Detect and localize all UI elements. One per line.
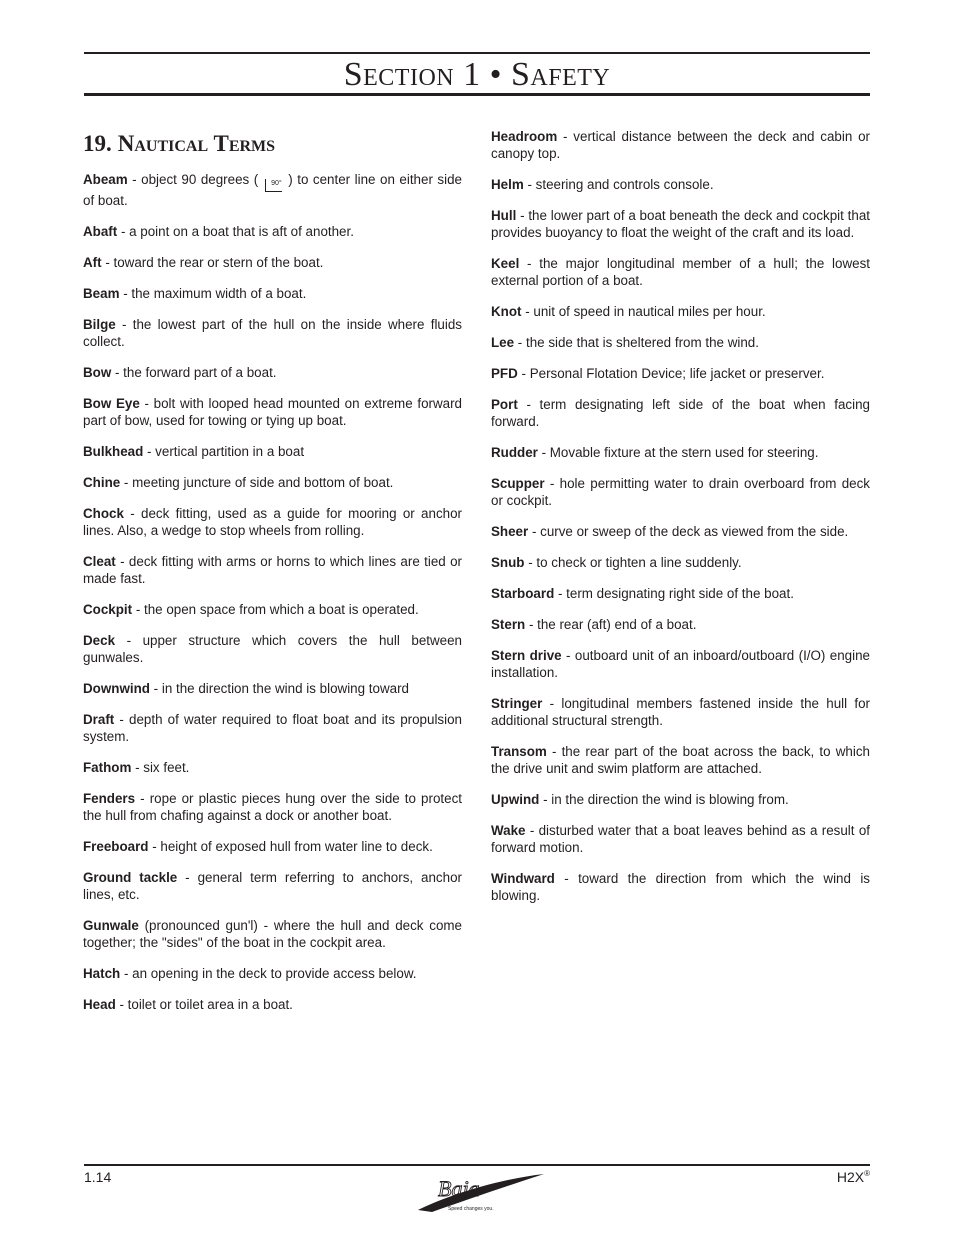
term-name: Fenders <box>83 791 136 806</box>
term-entry <box>83 505 462 539</box>
term-name: Abaft <box>83 224 118 239</box>
term-name: Starboard <box>491 586 555 601</box>
term-name: PFD <box>491 366 518 381</box>
term-entry <box>491 255 870 289</box>
term-name: Wake <box>491 823 526 838</box>
term-entry <box>491 128 870 162</box>
term-entry <box>83 601 462 618</box>
term-definition: - unit of speed in nautical miles per hour. <box>521 304 766 319</box>
term-definition: - Personal Flotation Device; life jacket or preserver. <box>517 366 825 381</box>
right-angle-icon: 90° <box>265 179 282 192</box>
term-name: Stern <box>491 617 526 632</box>
term-entry <box>491 523 870 540</box>
term-name: Upwind <box>491 792 540 807</box>
term-entry <box>83 759 462 776</box>
term-entry <box>83 790 462 824</box>
term-definition: - term designating right side of the boat. <box>554 586 794 601</box>
term-entry <box>491 396 870 430</box>
term-name: Stern drive <box>491 648 562 663</box>
term-entry <box>83 223 462 240</box>
term-definition: - vertical partition in a boat <box>143 444 305 459</box>
term-name: Rudder <box>491 445 538 460</box>
term-definition: - in the direction the wind is blowing toward <box>149 681 409 696</box>
term-entry <box>83 395 462 429</box>
term-name: Fathom <box>83 760 132 775</box>
baja-logo <box>412 1168 546 1214</box>
term-entry <box>83 474 462 491</box>
term-entry <box>491 870 870 904</box>
term-entry <box>491 585 870 602</box>
term-definition: - the rear part of the boat across the back, to which the drive unit and swim platform are attached. <box>491 744 870 776</box>
term-entry <box>491 616 870 633</box>
term-name: Headroom <box>491 129 558 144</box>
term-name: Stringer <box>491 696 543 711</box>
term-entry <box>83 711 462 745</box>
term-name: Hatch <box>83 966 121 981</box>
term-entry <box>83 996 462 1013</box>
term-name: Ground tackle <box>83 870 178 885</box>
logo-tagline: Speed changes you. <box>448 1206 494 1212</box>
term-name: Hull <box>491 208 517 223</box>
term-entry <box>83 965 462 982</box>
term-name: Aft <box>83 255 102 270</box>
term-definition: - height of exposed hull from water line to deck. <box>148 839 433 854</box>
term-name: Chine <box>83 475 121 490</box>
page-number: 1.14 <box>84 1169 112 1185</box>
term-definition: - meeting juncture of side and bottom of boat. <box>120 475 394 490</box>
term-name: Snub <box>491 555 525 570</box>
term-name: Freeboard <box>83 839 149 854</box>
term-definition: - to check or tighten a line suddenly. <box>524 555 742 570</box>
term-definition: - the lower part of a boat beneath the deck and cockpit that provides buoyancy to float the weight of the craft and its load. <box>491 208 870 240</box>
right-column <box>491 128 870 918</box>
footer-rule <box>84 1164 870 1166</box>
term-definition: - in the direction the wind is blowing from. <box>539 792 789 807</box>
term-definition: (pronounced gun'l) - where the hull and deck come together; the "sides" of the boat in the cockpit area. <box>83 918 462 950</box>
term-entry <box>83 285 462 302</box>
heading-number: 19. <box>83 131 112 156</box>
term-entry <box>491 334 870 351</box>
term-definition: - curve or sweep of the deck as viewed from the side. <box>528 524 849 539</box>
term-entry <box>491 822 870 856</box>
term-name: Helm <box>491 177 524 192</box>
term-definition: - deck fitting, used as a guide for mooring or anchor lines. Also, a wedge to stop wheels from rolling. <box>83 506 462 538</box>
term-definition: - the forward part of a boat. <box>111 365 277 380</box>
term-definition: - disturbed water that a boat leaves behind as a result of forward motion. <box>491 823 870 855</box>
term-name: Downwind <box>83 681 150 696</box>
term-definition: - toilet or toilet area in a boat. <box>115 997 293 1012</box>
registered-mark: ® <box>864 1169 870 1178</box>
term-definition: - steering and controls console. <box>523 177 714 192</box>
term-name: Keel <box>491 256 520 271</box>
right-term-list <box>491 128 870 904</box>
term-definition: - the open space from which a boat is operated. <box>132 602 419 617</box>
term-name: Chock <box>83 506 124 521</box>
term-definition: - vertical distance between the deck and cabin or canopy top. <box>491 129 870 161</box>
term-definition: - toward the rear or stern of the boat. <box>101 255 324 270</box>
term-entry <box>491 176 870 193</box>
term-name: Draft <box>83 712 115 727</box>
term-entry <box>491 303 870 320</box>
term-definition: - depth of water required to float boat and its propulsion system. <box>83 712 462 744</box>
term-name: Sheer <box>491 524 529 539</box>
term-definition: - general term referring to anchors, anchor lines, etc. <box>83 870 462 902</box>
term-entry <box>491 475 870 509</box>
term-name: Bilge <box>83 317 116 332</box>
term-name: Bulkhead <box>83 444 144 459</box>
term-definition: - longitudinal members fastened inside the hull for additional structural strength. <box>491 696 870 728</box>
term-definition: - the rear (aft) end of a boat. <box>525 617 697 632</box>
term-entry <box>491 695 870 729</box>
heading-title: Nautical Terms <box>117 131 276 156</box>
term-definition: - hole permitting water to drain overboard from deck or cockpit. <box>491 476 870 508</box>
term-entry <box>83 869 462 903</box>
term-name: Bow <box>83 365 112 380</box>
term-definition: - a point on a boat that is aft of another. <box>117 224 354 239</box>
term-definition: - the maximum width of a boat. <box>119 286 307 301</box>
term-definition: - upper structure which covers the hull between gunwales. <box>83 633 462 665</box>
term-definition: - six feet. <box>131 760 190 775</box>
term-definition: - rope or plastic pieces hung over the side to protect the hull from chafing against a dock or another boat. <box>83 791 462 823</box>
term-entry <box>83 838 462 855</box>
term-entry <box>491 365 870 382</box>
term-name: Cockpit <box>83 602 133 617</box>
term-entry <box>491 791 870 808</box>
term-entry <box>83 254 462 271</box>
term-entry <box>491 647 870 681</box>
section-title: Section 1 • Safety <box>343 56 611 93</box>
term-definition: - deck fitting with arms or horns to which lines are tied or made fast. <box>83 554 462 586</box>
term-name: Knot <box>491 304 522 319</box>
term-name: Cleat <box>83 554 116 569</box>
model-label: H2X <box>836 1169 865 1185</box>
term-name: Deck <box>83 633 116 648</box>
term-name: Gunwale <box>83 918 139 933</box>
term-definition-continued: ) to center line on either side of boat. <box>83 172 462 208</box>
term-entry <box>83 443 462 460</box>
term-name: Windward <box>491 871 555 886</box>
term-name: Abeam <box>83 172 128 187</box>
model-name <box>837 1169 870 1185</box>
term-entry <box>83 553 462 587</box>
term-entry <box>491 743 870 777</box>
term-definition: - bolt with looped head mounted on extreme forward part of bow, used for towing or tying up boat. <box>83 396 463 428</box>
term-name: Beam <box>83 286 120 301</box>
term-entry <box>83 680 462 697</box>
term-name: Head <box>83 997 116 1012</box>
term-definition: - term designating left side of the boat when facing forward. <box>491 397 870 429</box>
term-definition: - the lowest part of the hull on the inside where fluids collect. <box>83 317 462 349</box>
term-name: Port <box>491 397 518 412</box>
term-definition: - the major longitudinal member of a hull; the lowest external portion of a boat. <box>491 256 870 288</box>
term-entry <box>491 444 870 461</box>
term-entry <box>83 316 462 350</box>
left-term-list <box>83 223 462 1013</box>
term-entry <box>491 207 870 241</box>
term-entry <box>83 632 462 666</box>
term-name: Lee <box>491 335 515 350</box>
term-name: Scupper <box>491 476 545 491</box>
term-entry <box>83 364 462 381</box>
term-definition: - toward the direction from which the wind is blowing. <box>491 871 870 903</box>
term-definition: - Movable fixture at the stern used for steering. <box>537 445 819 460</box>
term-entry <box>83 171 462 209</box>
logo-wordmark: Baja <box>438 1176 480 1201</box>
term-name: Transom <box>491 744 547 759</box>
term-definition: - the side that is sheltered from the wind. <box>514 335 759 350</box>
term-definition: - an opening in the deck to provide access below. <box>120 966 417 981</box>
term-definition: - outboard unit of an inboard/outboard (I/O) engine installation. <box>491 648 870 680</box>
section-heading <box>83 131 462 157</box>
term-name: Bow Eye <box>83 396 140 411</box>
left-column <box>83 125 462 1027</box>
term-definition: - object 90 degrees ( <box>127 172 263 187</box>
header-rule-bottom <box>84 93 870 96</box>
term-entry <box>83 917 462 951</box>
term-entry <box>491 554 870 571</box>
